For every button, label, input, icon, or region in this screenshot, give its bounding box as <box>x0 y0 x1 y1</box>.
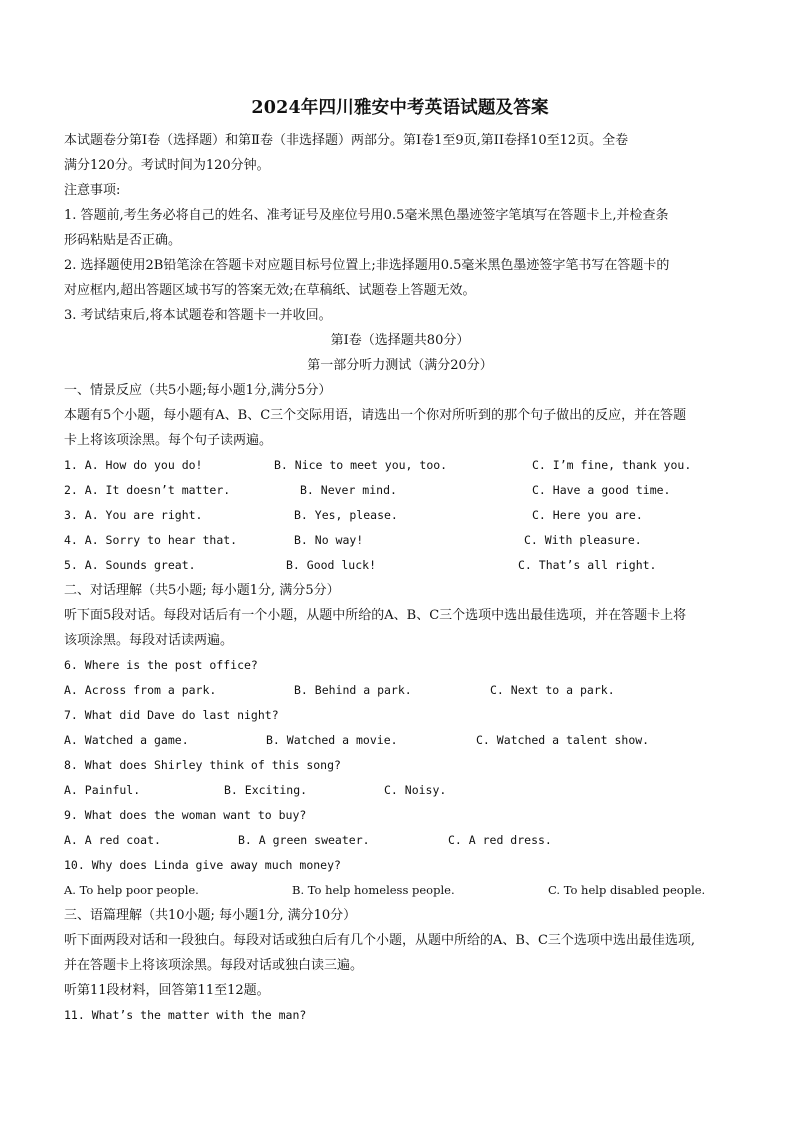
option-b: B. Never mind. <box>300 483 397 497</box>
question-10-options <box>64 878 736 903</box>
question-text: 6. Where is the post office? <box>64 658 258 672</box>
notice-line-5: 3. 考试结束后,将本试题卷和答题卡一并收回。 <box>64 308 332 323</box>
option-a: 3. A. You are right. <box>64 508 203 522</box>
question-text: 8. What does Shirley think of this song? <box>64 758 341 772</box>
question-10-stem <box>64 853 736 878</box>
section2-instructions-2: 该项涂黑。每段对话读两遍。 <box>64 633 234 648</box>
section2-heading: 二、对话理解（共5小题; 每小题1分, 满分5分） <box>64 583 340 598</box>
exam-page <box>64 96 736 1028</box>
notice-line-4: 对应框内,超出答题区域书写的答案无效;在草稿纸、试题卷上答题无效。 <box>64 283 476 298</box>
question-4-options <box>64 528 736 553</box>
option-c: C. That’s all right. <box>518 558 657 572</box>
question-11-stem <box>64 1003 736 1028</box>
option-b: B. A green sweater. <box>238 833 370 847</box>
option-b: B. Good luck! <box>286 558 377 572</box>
option-a: A. Watched a game. <box>64 733 189 747</box>
notice-line-3: 2. 选择题使用2B铅笔涂在答题卡对应题目标号位置上;非选择题用0.5毫米黑色墨迹签字笔书写在答题卡的 <box>64 258 670 273</box>
question-6-stem <box>64 653 736 678</box>
option-a: A. A red coat. <box>64 833 161 847</box>
option-a: 5. A. Sounds great. <box>64 558 196 572</box>
option-c: C. A red dress. <box>448 833 552 847</box>
question-2-options <box>64 478 736 503</box>
option-a: 4. A. Sorry to hear that. <box>64 533 238 547</box>
question-text: 9. What does the woman want to buy? <box>64 808 307 822</box>
section3-heading: 三、语篇理解（共10小题; 每小题1分, 满分10分） <box>64 908 357 923</box>
option-a: A. Across from a park. <box>64 683 217 697</box>
option-c: C. Watched a talent show. <box>476 733 650 747</box>
question-9-options <box>64 828 736 853</box>
option-c: C. Have a good time. <box>532 483 671 497</box>
question-6-options <box>64 678 736 703</box>
question-8-stem <box>64 753 736 778</box>
option-c: C. To help disabled people. <box>548 883 706 897</box>
option-c: C. Next to a park. <box>490 683 615 697</box>
intro-line-2: 满分120分。考试时间为120分钟。 <box>64 158 270 173</box>
notice-line-2: 形码粘贴是否正确。 <box>64 233 182 248</box>
section3-instructions-1: 听下面两段对话和一段独白。每段对话或独白后有几个小题，从题中所给的A、B、C三个选项中选出最佳选项, <box>64 933 696 948</box>
section3-material: 听第11段材料，回答第11至12题。 <box>64 983 270 998</box>
question-3-options <box>64 503 736 528</box>
question-5-options <box>64 553 736 578</box>
option-a: 2. A. It doesn’t matter. <box>64 483 231 497</box>
question-text: 10. Why does Linda give away much money? <box>64 858 341 872</box>
option-b: B. Yes, please. <box>294 508 398 522</box>
section1-heading: 一、情景反应（共5小题;每小题1分,满分5分） <box>64 383 332 398</box>
option-a: A. To help poor people. <box>64 883 199 897</box>
intro-line-1: 本试题卷分第Ⅰ卷（选择题）和第Ⅱ卷（非选择题）两部分。第Ⅰ卷1至9页,第II卷择10至12页。全卷 <box>64 133 629 148</box>
option-b: B. Exciting. <box>224 783 308 797</box>
option-c: C. With pleasure. <box>524 533 642 547</box>
question-7-stem <box>64 703 736 728</box>
page-title: 2024年四川雅安中考英语试题及答案 <box>251 98 549 118</box>
question-1-options <box>64 453 736 478</box>
option-c: C. Here you are. <box>532 508 643 522</box>
section2-instructions-1: 听下面5段对话。每段对话后有一个小题，从题中所给的A、B、C三个选项中选出最佳选项，并在答题卡上将 <box>64 608 687 623</box>
question-7-options <box>64 728 736 753</box>
section1-instructions-1: 本题有5个小题，每小题有A、B、C三个交际用语，请选出一个你对所听到的那个句子做出的反应，并在答题 <box>64 408 687 423</box>
question-text: 7. What did Dave do last night? <box>64 708 279 722</box>
option-b: B. To help homeless people. <box>292 883 455 897</box>
option-b: B. No way! <box>294 533 364 547</box>
option-b: B. Watched a movie. <box>266 733 398 747</box>
option-a: A. Painful. <box>64 783 141 797</box>
question-9-stem <box>64 803 736 828</box>
notice-title: 注意事项: <box>64 183 121 198</box>
notice-line-1: 1. 答题前,考生务必将自己的姓名、准考证号及座位号用0.5毫米黑色墨迹签字笔填写在答题卡上,并检查条 <box>64 208 669 223</box>
section1-instructions-2: 卡上将该项涂黑。每个句子读两遍。 <box>64 433 273 448</box>
question-text: 11. What’s the matter with the man? <box>64 1008 307 1022</box>
option-c: C. Noisy. <box>384 783 447 797</box>
option-c: C. I’m fine, thank you. <box>532 458 692 472</box>
question-8-options <box>64 778 736 803</box>
option-b: B. Behind a park. <box>294 683 412 697</box>
volume-heading: 第Ⅰ卷（选择题共80分） <box>330 333 470 348</box>
section3-instructions-2: 并在答题卡上将该项涂黑。每段对话或独白读三遍。 <box>64 958 364 973</box>
option-b: B. Nice to meet you, too. <box>274 458 448 472</box>
option-a: 1. A. How do you do! <box>64 458 203 472</box>
part-heading: 第一部分听力测试（满分20分） <box>307 358 493 373</box>
